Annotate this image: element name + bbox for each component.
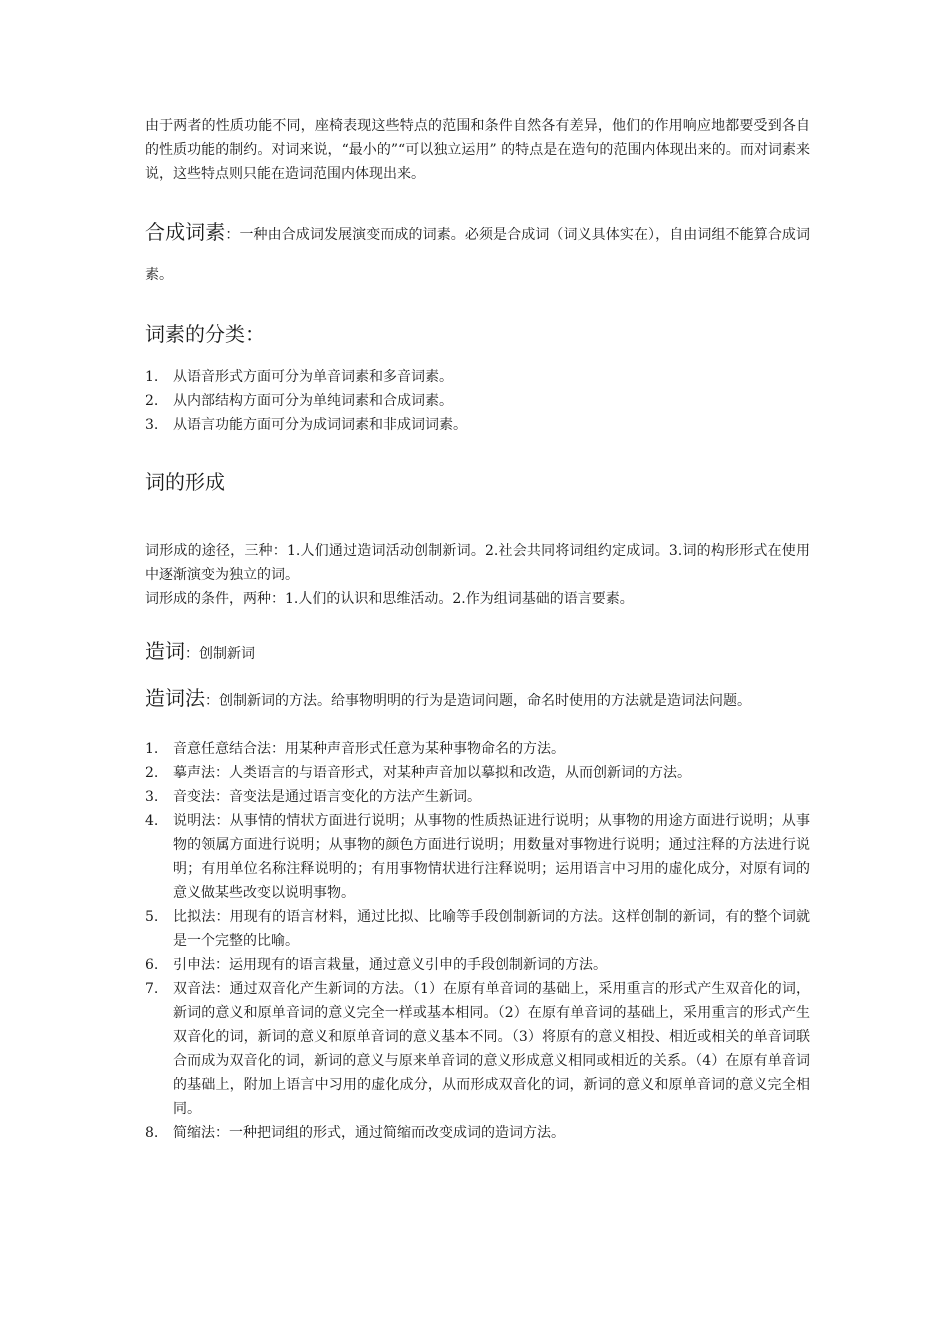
list-item-text: 音变法：音变法是通过语言变化的方法产生新词。 [173, 789, 481, 805]
formation-ways-paragraph: 词形成的途径，三种：1.人们通过造词活动创制新词。2.社会共同将词组约定成词。3.词的构形形式在使用中逐渐演变为独立的词。 [145, 543, 810, 583]
formation-conditions-paragraph: 词形成的条件，两种：1.人们的认识和思维活动。2.作为组词基础的语言要素。 [145, 591, 634, 607]
list-item [145, 737, 810, 761]
list-item-number: 8. [145, 1125, 159, 1141]
list-item [145, 905, 810, 953]
list-item-number: 4. [145, 813, 159, 829]
document-page [145, 114, 810, 1145]
list-item-text: 双音法：通过双音化产生新词的方法。（1）在原有单音词的基础上，采用重言的形式产生双音化的词，新词的意义和原单音词的意义完全一样或基本相同。（2）在原有单音词的基础上，采用重言的形式产生双音化的词，新词的意义和原单音词的意义基本不同。（3）将原有的意义相投、相近或相关的单音词联合而成为双音化的词，新词的意义与原来单音词的意义形成意义相同或相近的关系。（4）在原有单音词的基础上，附加上语言中习用的虚化成分，从而形成双音化的词，新词的意义和原单音词的意义完全相同。 [173, 981, 810, 1117]
list-item-text: 从语音形式方面可分为单音词素和多音词素。 [173, 369, 453, 385]
list-item-number: 5. [145, 909, 159, 925]
list-item-number: 3. [145, 789, 159, 805]
word-formation-heading: 词的形成 [145, 470, 225, 494]
coinage-term: 造词 [145, 639, 185, 663]
coinage-separator: ： [185, 646, 199, 662]
list-item [145, 389, 810, 413]
list-item [145, 413, 810, 437]
list-item-text: 比拟法：用现有的语言材料，通过比拟、比喻等手段创制新词的方法。这样创制的新词，有的整个词就是一个完整的比喻。 [173, 909, 810, 949]
compound-morpheme-separator: ： [225, 227, 240, 243]
list-item [145, 1121, 810, 1145]
list-item-text: 引申法：运用现有的语言栽量，通过意义引申的手段创制新词的方法。 [173, 957, 607, 973]
list-item-number: 2. [145, 393, 159, 409]
coinage-method-term: 造词法 [145, 686, 205, 710]
coinage-method-paragraph [145, 678, 810, 721]
list-item-number: 3. [145, 417, 159, 433]
list-item-number: 2. [145, 765, 159, 781]
coinage-paragraph [145, 631, 810, 674]
list-item-text: 从语言功能方面可分为成词词素和非成词词素。 [173, 417, 467, 433]
intro-paragraph: 由于两者的性质功能不同，座椅表现这些特点的范围和条件自然各有差异，他们的作用响应地都要受到各自的性质功能的制约。对词来说，“最小的”“可以独立运用” 的特点是在造句的范围内体现出来的。而对词素来说，这些特点则只能在造词范围内体现出来。 [145, 118, 810, 182]
list-item-text: 从内部结构方面可分为单纯词素和合成词素。 [173, 393, 453, 409]
list-item [145, 809, 810, 905]
coinage-definition: 创制新词 [199, 646, 255, 662]
list-item [145, 761, 810, 785]
list-item-text: 说明法：从事情的情状方面进行说明；从事物的性质热证进行说明；从事物的用途方面进行说明；从事物的领属方面进行说明；从事物的颜色方面进行说明；用数量对事物进行说明；通过注释的方法进行说明；有用单位名称注释说明的；有用事物情状进行注释说明；运用语言中习用的虚化成分，对原有词的意义做某些改变以说明事物。 [173, 813, 810, 901]
coinage-method-definition: 创制新词的方法。给事物明明的行为是造词问题，命名时使用的方法就是造词法问题。 [219, 693, 751, 709]
list-item-text: 简缩法：一种把词组的形式，通过简缩而改变成词的造词方法。 [173, 1125, 565, 1141]
list-item [145, 977, 810, 1121]
list-item-number: 6. [145, 957, 159, 973]
list-item-text: 摹声法：人类语言的与语音形式，对某种声音加以摹拟和改造，从而创新词的方法。 [173, 765, 691, 781]
compound-morpheme-term: 合成词素 [145, 220, 226, 244]
list-item-text: 音意任意结合法：用某种声音形式任意为某种事物命名的方法。 [173, 741, 565, 757]
list-item-number: 7. [145, 981, 159, 997]
coinage-method-separator: ： [205, 693, 219, 709]
compound-morpheme-paragraph [145, 212, 810, 295]
coinage-methods-list [145, 737, 810, 1145]
classification-list [145, 365, 810, 437]
list-item [145, 365, 810, 389]
list-item-number: 1. [145, 369, 159, 385]
classification-heading: 词素的分类： [145, 322, 265, 346]
list-item [145, 785, 810, 809]
compound-morpheme-definition: 一种由合成词发展演变而成的词素。必须是合成词（词义具体实在），自由词组不能算合成词素。 [145, 227, 811, 283]
list-item [145, 953, 810, 977]
list-item-number: 1. [145, 741, 159, 757]
